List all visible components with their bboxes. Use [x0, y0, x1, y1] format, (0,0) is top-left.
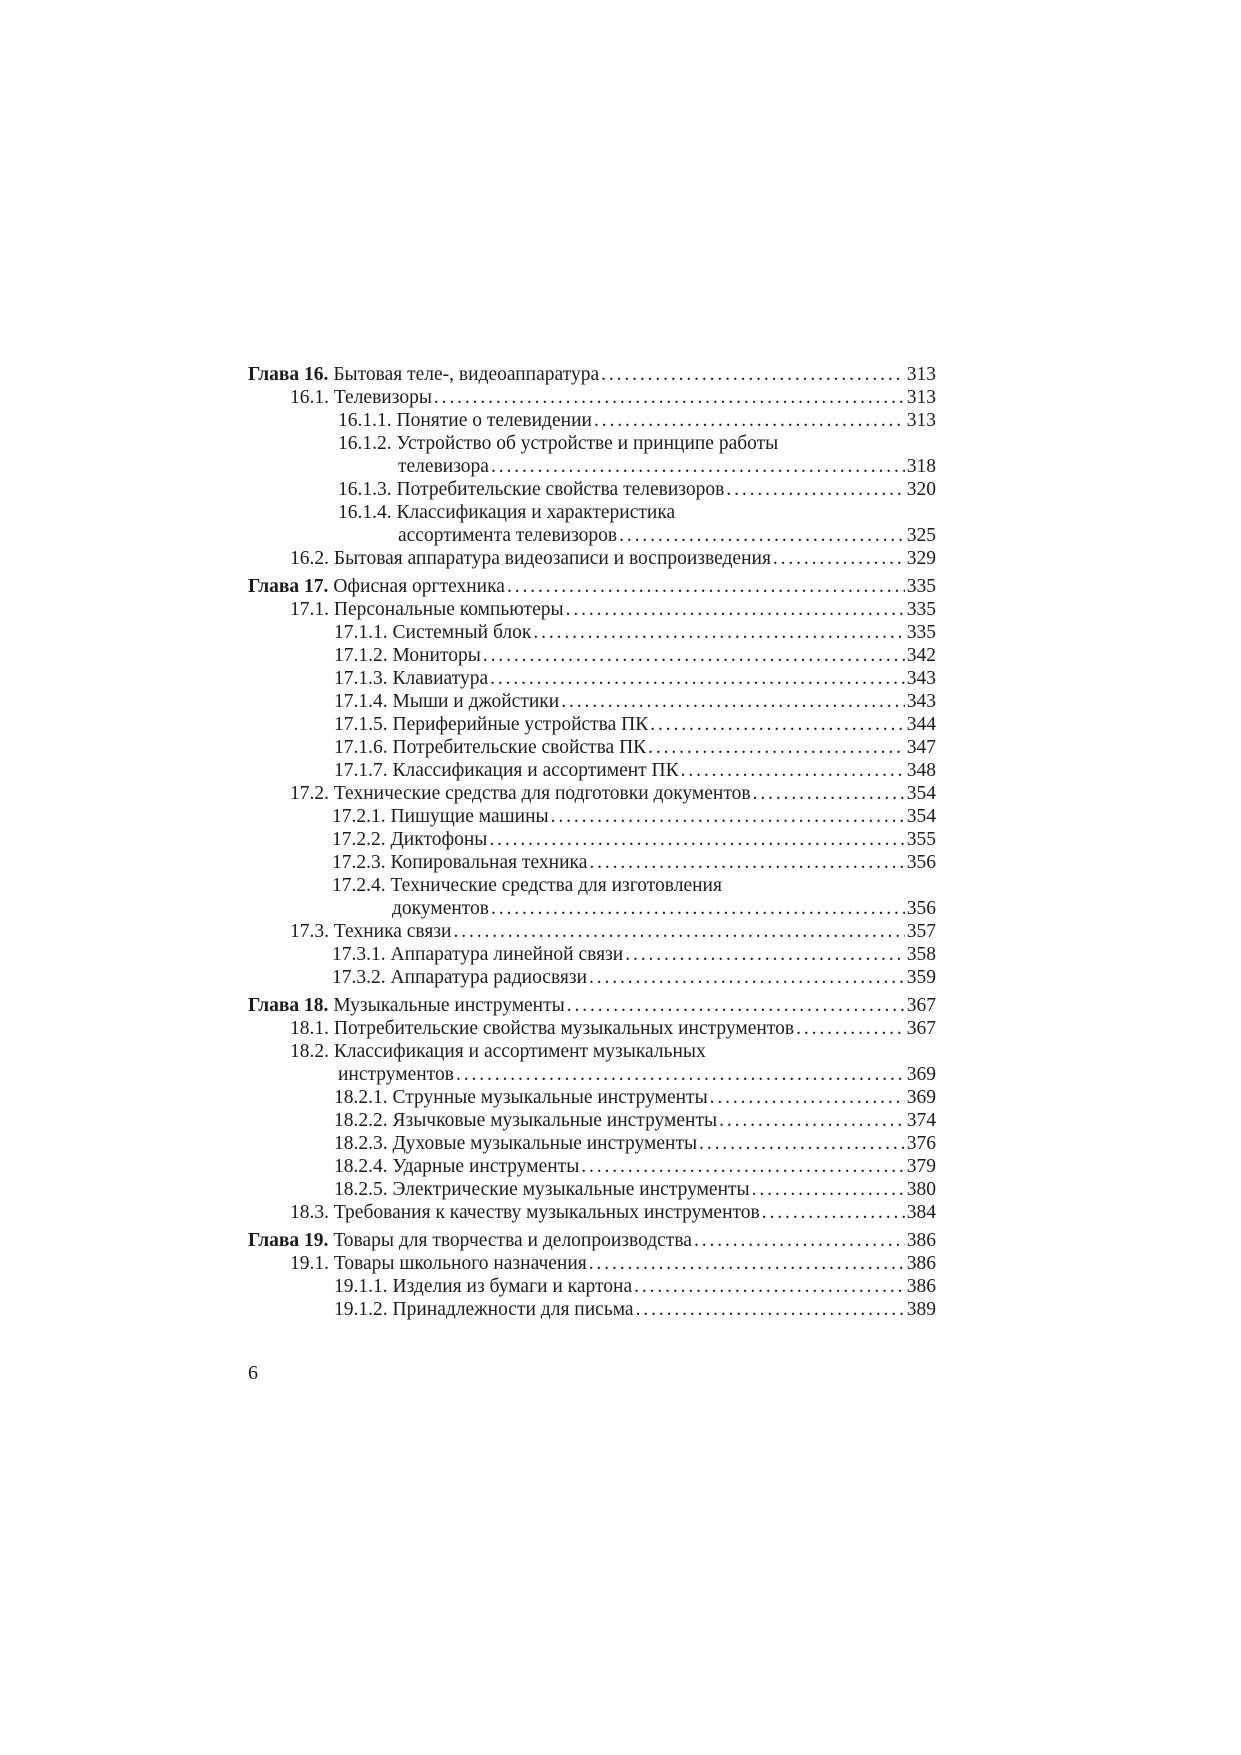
toc-title: Технические средства для изготовления [390, 875, 722, 896]
toc-title: Мыши и джойстики [392, 691, 560, 712]
toc-leader [634, 1275, 905, 1298]
toc-title: Классификация и характеристика [396, 502, 676, 523]
toc-leader [566, 598, 905, 621]
toc-leader [581, 1155, 904, 1178]
toc-section-18-3 [248, 1201, 936, 1224]
toc-leader [589, 966, 905, 989]
toc-leader [619, 524, 905, 547]
toc-number: 19.1.2. [334, 1299, 388, 1320]
toc-leader [489, 828, 904, 851]
toc-title: Периферийные устройства ПК [392, 714, 649, 735]
toc-leader [710, 1086, 905, 1109]
toc-page: 343 [906, 668, 936, 689]
toc-section-18-2-cont [248, 1063, 936, 1086]
toc-title: Аппаратура радиосвязи [390, 967, 588, 988]
page-number: 6 [248, 1362, 258, 1384]
toc-number: 16.1.2. [338, 433, 392, 454]
toc-title: Товары школьного назначения [333, 1253, 587, 1274]
toc-number: 17.1.3. [334, 668, 388, 689]
toc-section-17-3 [248, 920, 936, 943]
toc-subsection-17-3-2 [248, 966, 936, 989]
toc-subsection-17-1-1 [248, 621, 936, 644]
toc-chapter-19 [248, 1229, 936, 1252]
toc-title: Классификация и ассортимент ПК [392, 760, 679, 781]
toc-leader [762, 1201, 905, 1224]
toc-page: 313 [906, 364, 936, 385]
toc-title: Требования к качеству музыкальных инструментов [333, 1202, 760, 1223]
toc-leader [636, 1298, 905, 1321]
toc-page: 384 [906, 1202, 936, 1223]
toc-title: документов [392, 898, 490, 919]
toc-leader [681, 759, 905, 782]
toc-title: Струнные музыкальные инструменты [392, 1087, 708, 1108]
toc-subsection-18-2-1 [248, 1086, 936, 1109]
toc-title: Мониторы [392, 645, 481, 666]
toc-title: Потребительские свойства музыкальных инструментов [333, 1018, 795, 1039]
toc-number: 17.2. [290, 783, 329, 804]
toc-subsection-16-1-4-cont [248, 524, 936, 547]
table-of-contents [248, 363, 936, 1321]
toc-section-16-1 [248, 386, 936, 409]
toc-page: 347 [906, 737, 936, 758]
toc-chapter-18 [248, 994, 936, 1017]
toc-number: 16.2. [290, 548, 329, 569]
toc-leader [589, 851, 904, 874]
toc-number: Глава 18. [248, 995, 329, 1016]
toc-leader [483, 644, 905, 667]
toc-subsection-17-2-3 [248, 851, 936, 874]
toc-page: 386 [906, 1253, 936, 1274]
toc-page: 325 [906, 525, 936, 546]
toc-leader [434, 386, 905, 409]
toc-subsection-18-2-2 [248, 1109, 936, 1132]
toc-leader [491, 897, 905, 920]
toc-page: 318 [906, 456, 936, 477]
toc-leader [551, 805, 905, 828]
toc-page: 389 [906, 1299, 936, 1320]
toc-page: 335 [906, 599, 936, 620]
toc-page: 342 [906, 645, 936, 666]
toc-subsection-17-2-2 [248, 828, 936, 851]
toc-title: Потребительские свойства ПК [392, 737, 647, 758]
toc-leader [753, 782, 905, 805]
toc-page: 329 [906, 548, 936, 569]
toc-number: 17.1.5. [334, 714, 388, 735]
toc-page: 335 [906, 622, 936, 643]
toc-title: Пишущие машины [390, 806, 549, 827]
toc-leader [453, 920, 904, 943]
toc-subsection-17-2-1 [248, 805, 936, 828]
toc-page: 355 [906, 829, 936, 850]
toc-page: 358 [906, 944, 936, 965]
toc-title: Музыкальные инструменты [333, 995, 565, 1016]
toc-leader [694, 1229, 905, 1252]
toc-number: 18.2.5. [334, 1179, 388, 1200]
toc-page: 386 [906, 1276, 936, 1297]
toc-page: 367 [906, 1018, 936, 1039]
toc-number: 18.2.3. [334, 1133, 388, 1154]
toc-page: 386 [906, 1230, 936, 1251]
toc-title: Товары для творчества и делопроизводства [333, 1230, 692, 1251]
toc-leader [507, 575, 905, 598]
toc-title: Ударные инструменты [392, 1156, 580, 1177]
toc-page: 367 [906, 995, 936, 1016]
toc-page: 369 [906, 1064, 936, 1085]
toc-page: 356 [906, 852, 936, 873]
toc-number: 17.3.2. [332, 967, 386, 988]
toc-page: 369 [906, 1087, 936, 1108]
toc-title: ассортимента телевизоров [398, 525, 618, 546]
toc-title: Изделия из бумаги и картона [392, 1276, 633, 1297]
toc-number: 17.2.3. [332, 852, 386, 873]
toc-number: 18.2.4. [334, 1156, 388, 1177]
toc-title: Копировальная техника [390, 852, 588, 873]
toc-title: Клавиатура [392, 668, 489, 689]
toc-page: 343 [906, 691, 936, 712]
toc-section-18-2 [248, 1040, 936, 1063]
toc-number: 17.2.2. [332, 829, 386, 850]
toc-subsection-17-3-1 [248, 943, 936, 966]
toc-number: 18.2.2. [334, 1110, 388, 1131]
toc-section-18-1 [248, 1017, 936, 1040]
toc-leader [491, 455, 905, 478]
toc-leader [719, 1109, 905, 1132]
toc-section-16-2 [248, 547, 936, 570]
toc-number: 18.2.1. [334, 1087, 388, 1108]
toc-page: 335 [906, 576, 936, 597]
toc-title: Классификация и ассортимент музыкальных [333, 1041, 706, 1062]
toc-subsection-17-1-4 [248, 690, 936, 713]
toc-leader [648, 736, 905, 759]
toc-subsection-16-1-3 [248, 478, 936, 501]
toc-number: 17.1.2. [334, 645, 388, 666]
toc-page: 354 [906, 806, 936, 827]
toc-subsection-18-2-4 [248, 1155, 936, 1178]
toc-page: 357 [906, 921, 936, 942]
toc-subsection-17-2-4 [248, 874, 936, 897]
toc-page: 376 [906, 1133, 936, 1154]
toc-section-17-1 [248, 598, 936, 621]
toc-title: Понятие о телевидении [396, 410, 592, 431]
toc-page: 313 [906, 410, 936, 431]
toc-page: 379 [906, 1156, 936, 1177]
toc-number: Глава 17. [248, 576, 329, 597]
toc-leader [796, 1017, 905, 1040]
toc-leader [699, 1132, 905, 1155]
toc-leader [589, 1252, 905, 1275]
toc-subsection-17-1-3 [248, 667, 936, 690]
toc-title: Персональные компьютеры [333, 599, 564, 620]
toc-page: 380 [906, 1179, 936, 1200]
toc-page: 359 [906, 967, 936, 988]
toc-leader [567, 994, 905, 1017]
toc-leader [594, 409, 905, 432]
toc-leader [456, 1063, 905, 1086]
toc-subsection-19-1-2 [248, 1298, 936, 1321]
toc-leader [561, 690, 905, 713]
toc-title: Технические средства для подготовки документов [333, 783, 751, 804]
toc-title: Электрические музыкальные инструменты [392, 1179, 750, 1200]
toc-leader [752, 1178, 905, 1201]
toc-subsection-16-1-1 [248, 409, 936, 432]
toc-number: 18.1. [290, 1018, 329, 1039]
toc-title: телевизора [398, 456, 489, 477]
toc-number: 16.1. [290, 387, 329, 408]
toc-subsection-18-2-5 [248, 1178, 936, 1201]
toc-leader [490, 667, 905, 690]
toc-number: 17.1.4. [334, 691, 388, 712]
toc-page: 313 [906, 387, 936, 408]
toc-number: 17.1.7. [334, 760, 388, 781]
toc-title: Бытовая аппаратура видеозаписи и воспроизведения [333, 548, 771, 569]
toc-title: Техника связи [333, 921, 452, 942]
toc-subsection-16-1-2 [248, 432, 936, 455]
toc-subsection-19-1-1 [248, 1275, 936, 1298]
toc-title: Принадлежности для письма [392, 1299, 634, 1320]
toc-number: 17.2.4. [332, 875, 386, 896]
toc-number: 16.1.4. [338, 502, 392, 523]
toc-title: инструментов [338, 1064, 454, 1085]
toc-number: 18.3. [290, 1202, 329, 1223]
toc-number: 17.1.6. [334, 737, 388, 758]
toc-number: 19.1.1. [334, 1276, 388, 1297]
toc-chapter-16 [248, 363, 936, 386]
toc-title: Диктофоны [390, 829, 488, 850]
toc-number: 16.1.1. [338, 410, 392, 431]
toc-page: 320 [906, 479, 936, 500]
toc-number: 17.3.1. [332, 944, 386, 965]
toc-number: 17.1. [290, 599, 329, 620]
toc-subsection-16-1-4 [248, 501, 936, 524]
toc-subsection-17-2-4-cont [248, 897, 936, 920]
toc-title: Устройство об устройстве и принципе работы [396, 433, 779, 454]
toc-title: Телевизоры [333, 387, 432, 408]
toc-number: 18.2. [290, 1041, 329, 1062]
toc-leader [726, 478, 904, 501]
toc-leader [773, 547, 905, 570]
toc-number: 17.2.1. [332, 806, 386, 827]
toc-title: Системный блок [392, 622, 532, 643]
toc-number: 17.1.1. [334, 622, 388, 643]
toc-subsection-17-1-6 [248, 736, 936, 759]
toc-number: 19.1. [290, 1253, 329, 1274]
toc-number: 17.3. [290, 921, 329, 942]
toc-subsection-18-2-3 [248, 1132, 936, 1155]
toc-subsection-17-1-7 [248, 759, 936, 782]
toc-chapter-17 [248, 575, 936, 598]
toc-number: Глава 19. [248, 1230, 329, 1251]
toc-number: Глава 16. [248, 364, 329, 385]
toc-page: 348 [906, 760, 936, 781]
toc-leader [601, 363, 905, 386]
toc-subsection-17-1-2 [248, 644, 936, 667]
toc-subsection-16-1-2-cont [248, 455, 936, 478]
toc-section-19-1 [248, 1252, 936, 1275]
toc-title: Язычковые музыкальные инструменты [392, 1110, 718, 1131]
toc-leader [625, 943, 905, 966]
toc-page: 374 [906, 1110, 936, 1131]
toc-leader [533, 621, 904, 644]
toc-number: 16.1.3. [338, 479, 392, 500]
toc-title: Бытовая теле-, видеоаппаратура [333, 364, 600, 385]
toc-section-17-2 [248, 782, 936, 805]
toc-title: Потребительские свойства телевизоров [396, 479, 725, 500]
toc-title: Духовые музыкальные инструменты [392, 1133, 698, 1154]
toc-page: 344 [906, 714, 936, 735]
toc-page: 356 [906, 898, 936, 919]
toc-page: 354 [906, 783, 936, 804]
toc-title: Аппаратура линейной связи [390, 944, 624, 965]
toc-subsection-17-1-5 [248, 713, 936, 736]
toc-leader [650, 713, 905, 736]
toc-title: Офисная оргтехника [333, 576, 505, 597]
